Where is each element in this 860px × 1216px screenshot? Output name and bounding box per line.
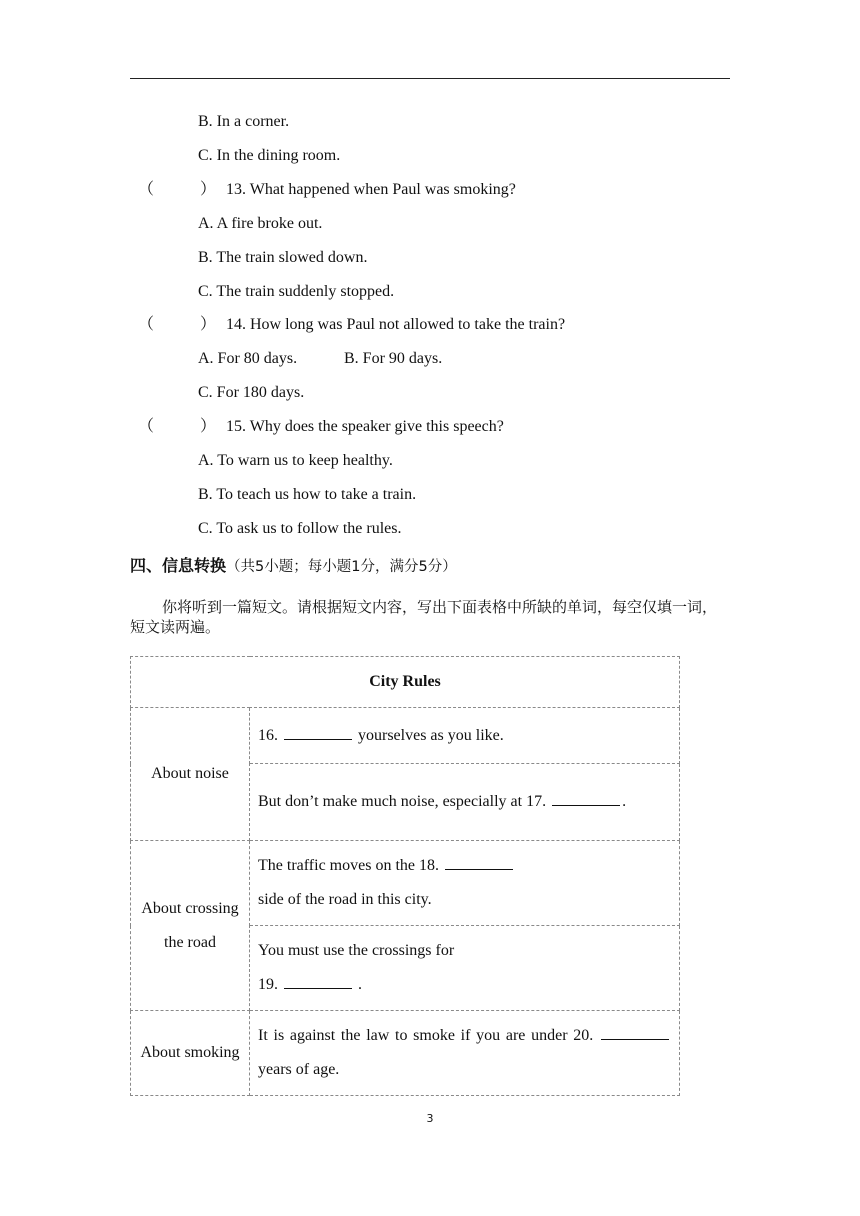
- road-rule-18: The traffic moves on the 18. side of the road in this city.: [250, 841, 680, 926]
- answer-paren-close: ）: [200, 316, 217, 333]
- section-title: 四、信息转换: [130, 556, 227, 575]
- question-text: 13. What happened when Paul was smoking?: [226, 181, 516, 198]
- answer-paren-open: （: [138, 316, 155, 333]
- answer-blank-17: [552, 791, 620, 806]
- city-rules-table: [130, 656, 680, 1096]
- label-text: About smoking: [140, 1044, 240, 1061]
- answer-blank-16: [284, 725, 352, 740]
- question-15: [0, 417, 860, 437]
- answer-paren-close: ）: [200, 418, 217, 435]
- q13-option-c: C. The train suddenly stopped.: [198, 283, 395, 300]
- q13-option-b: B. The train slowed down.: [198, 249, 368, 266]
- answer-paren-open: （: [138, 418, 155, 435]
- question-text: 15. Why does the speaker give this speech?: [226, 418, 504, 435]
- section-instruction: 你将听到一篇短文。请根据短文内容，写出下面表格中所缺的单词，每空仅填一词，短文读两遍。: [130, 598, 718, 636]
- answer-blank-18: [445, 855, 513, 870]
- section-heading: [130, 556, 457, 577]
- row-label-noise: [131, 708, 250, 841]
- question-14: [0, 315, 860, 335]
- q15-option-a: A. To warn us to keep healthy.: [198, 452, 393, 469]
- row-label-smoking: [131, 1011, 250, 1096]
- smoking-rule-20: It is against the law to smoke if you are under 20. years of age.: [250, 1011, 680, 1096]
- header-rule: [130, 78, 730, 79]
- question-text: 14. How long was Paul not allowed to take the train?: [226, 316, 566, 333]
- row-label-crossing-road: [131, 841, 250, 1011]
- road-rule-19: You must use the crossings for 19. .: [250, 926, 680, 1011]
- q13-option-a: A. A fire broke out.: [198, 215, 323, 232]
- q15-option-b: B. To teach us how to take a train.: [198, 486, 417, 503]
- q12-option-c: C. In the dining room.: [198, 147, 341, 164]
- answer-blank-19: [284, 974, 352, 989]
- q12-option-b: B. In a corner.: [198, 113, 290, 130]
- noise-rule-16: 16. yourselves as you like.: [250, 708, 680, 764]
- section-scoring: （共5小题；每小题1分，满分5分）: [226, 559, 457, 575]
- noise-rule-17: But don’t make much noise, especially at 17. .: [250, 764, 680, 841]
- answer-paren-close: ）: [200, 181, 217, 198]
- page-number: 3: [426, 1112, 434, 1125]
- label-text: About noise: [151, 765, 229, 782]
- answer-paren-open: （: [138, 181, 155, 198]
- question-13: [0, 180, 860, 200]
- q14-option-a: A. For 80 days.: [198, 350, 298, 367]
- q15-option-c: C. To ask us to follow the rules.: [198, 520, 402, 537]
- table-title: City Rules: [131, 657, 680, 708]
- label-text: About crossing the road: [141, 899, 239, 951]
- q14-option-b: B. For 90 days.: [344, 350, 443, 367]
- answer-blank-20: [601, 1025, 669, 1040]
- q14-option-c: C. For 180 days.: [198, 384, 305, 401]
